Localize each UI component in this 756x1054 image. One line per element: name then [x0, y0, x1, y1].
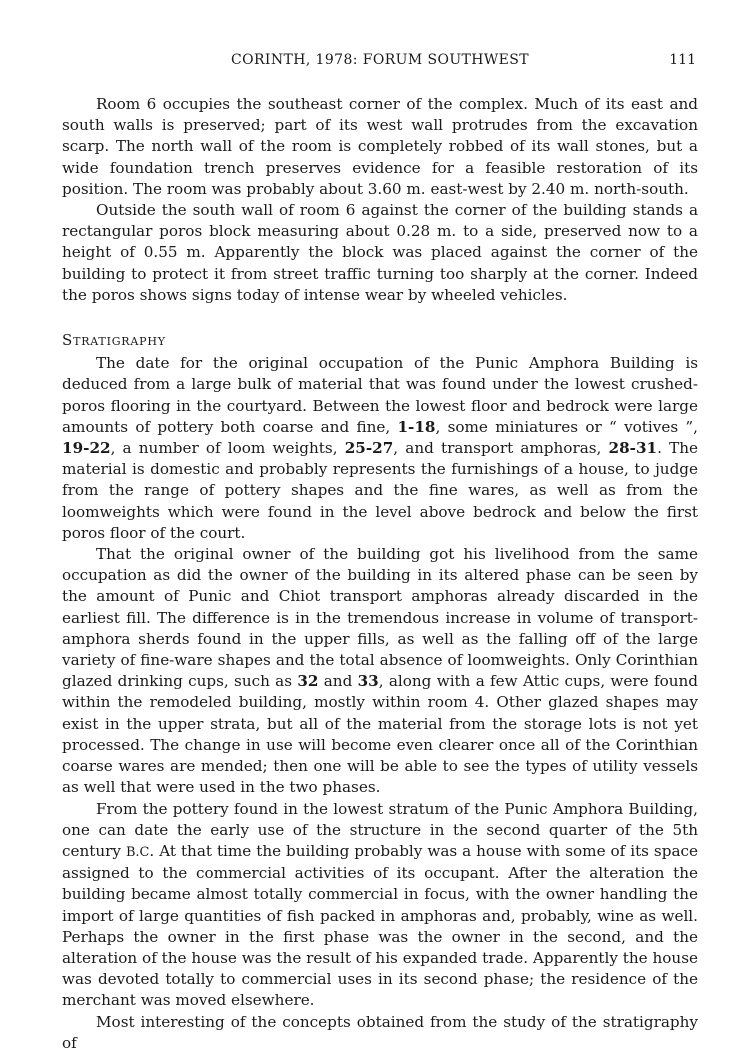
paragraph-dating — [62, 799, 698, 1012]
text-run: and — [318, 672, 358, 691]
catalogue-ref: 1-18 — [397, 417, 436, 436]
text-run: . At that time the building probably was a house with some of its space assigned to the commercial activities of its occupant. After the alteration the building became almost totally commercial in focus, with the owner handling the import of large quantities of fish packed in amphoras and, probably, wine as well. Perhaps the owner in the first phase was the owner in the second, and the alteration of the house was the result of his expanded trade. Apparently the house was devoted totally to commercial uses in its second phase; the residence of the merchant was moved elsewhere. — [62, 841, 698, 1010]
text-run: , and transport amphoras, — [393, 439, 609, 458]
text-run: , along with a few Attic cups, were found within the remodeled building, mostly within room 4. Other glazed shapes may exist in the upper strata, but all of the material from the storage lots is not yet processed. The change in use will become even clearer once all of the Corinthian coarse wares are mended; then one will be able to see the types of utility vessels as well that were used in the two phases. — [62, 672, 699, 797]
catalogue-ref: 33 — [357, 672, 379, 691]
page-header — [62, 50, 698, 72]
running-head: CORINTH, 1978: FORUM SOUTHWEST — [230, 52, 530, 68]
text-run: . The material is domestic and probably represents the furnishings of a house, to judge from the range of pottery shapes and the fine wares, as well as from the loomweights which were found in the level above bedrock and below the first poros floor of the court. — [62, 439, 699, 542]
paragraph-room-6: Room 6 occupies the southeast corner of the complex. Much of its east and south walls is preserved; part of its west wall protrudes from the excavation scarp. The north wall of the room is completely robbed of its wall stones, but a wide foundation trench preserves evidence for a feasible restoration of its position. The room was probably about 3.60 m. east-west by 2.40 m. north-south. — [62, 95, 698, 198]
text-run: The date for the original occupation of the Punic Amphora Building is deduced from a large bulk of material that was found under the lowest crushed-poros flooring in the courtyard. Between the lowest floor and bedrock were large amounts of pottery both coarse and fine, — [62, 354, 698, 436]
catalogue-ref: 28-31 — [608, 439, 658, 458]
paragraph-concepts: Most interesting of the concepts obtained from the study of the stratigraphy of — [62, 1012, 698, 1052]
section-heading-stratigraphy: Stratigraphy — [62, 331, 166, 350]
text-run: , a number of loom weights, — [110, 439, 345, 458]
era-abbreviation: B.C — [125, 844, 150, 860]
text-run: , some miniatures or “ votives ”, — [435, 417, 698, 436]
paragraph-owner-livelihood — [62, 544, 698, 798]
catalogue-ref: 32 — [297, 672, 319, 691]
catalogue-ref: 25-27 — [344, 439, 394, 458]
catalogue-ref: 19-22 — [62, 439, 111, 458]
text-run: From the pottery found in the lowest stratum of the Punic Amphora Building, one can date the early use of the structure in the second quarter of the 5th century — [62, 799, 698, 860]
paragraph-poros-block: Outside the south wall of room 6 against the corner of the building stands a rectangular poros block measuring about 0.28 m. to a side, preserved now to a height of 0.55 m. Apparently the block was placed against the corner of the building to protect it from street traffic turning too sharply at the corner. Indeed the poros shows signs today of intense wear by wheeled vehicles. — [62, 201, 698, 304]
document-page — [62, 50, 698, 1054]
page-number: 111 — [669, 52, 696, 68]
text-run: That the original owner of the building got his livelihood from the same occupation as did the owner of the building in its altered phase can be seen by the amount of Punic and Chiot transport amphoras already discarded in the earliest fill. The difference is in the tremendous increase in volume of transport-amphora sherds found in the upper fills, as well as the falling off of the large variety of fine-ware shapes and the total absence of loomweights. Only Corinthian glazed drinking cups, such as — [62, 545, 698, 691]
paragraph-original-occupation — [62, 353, 698, 544]
